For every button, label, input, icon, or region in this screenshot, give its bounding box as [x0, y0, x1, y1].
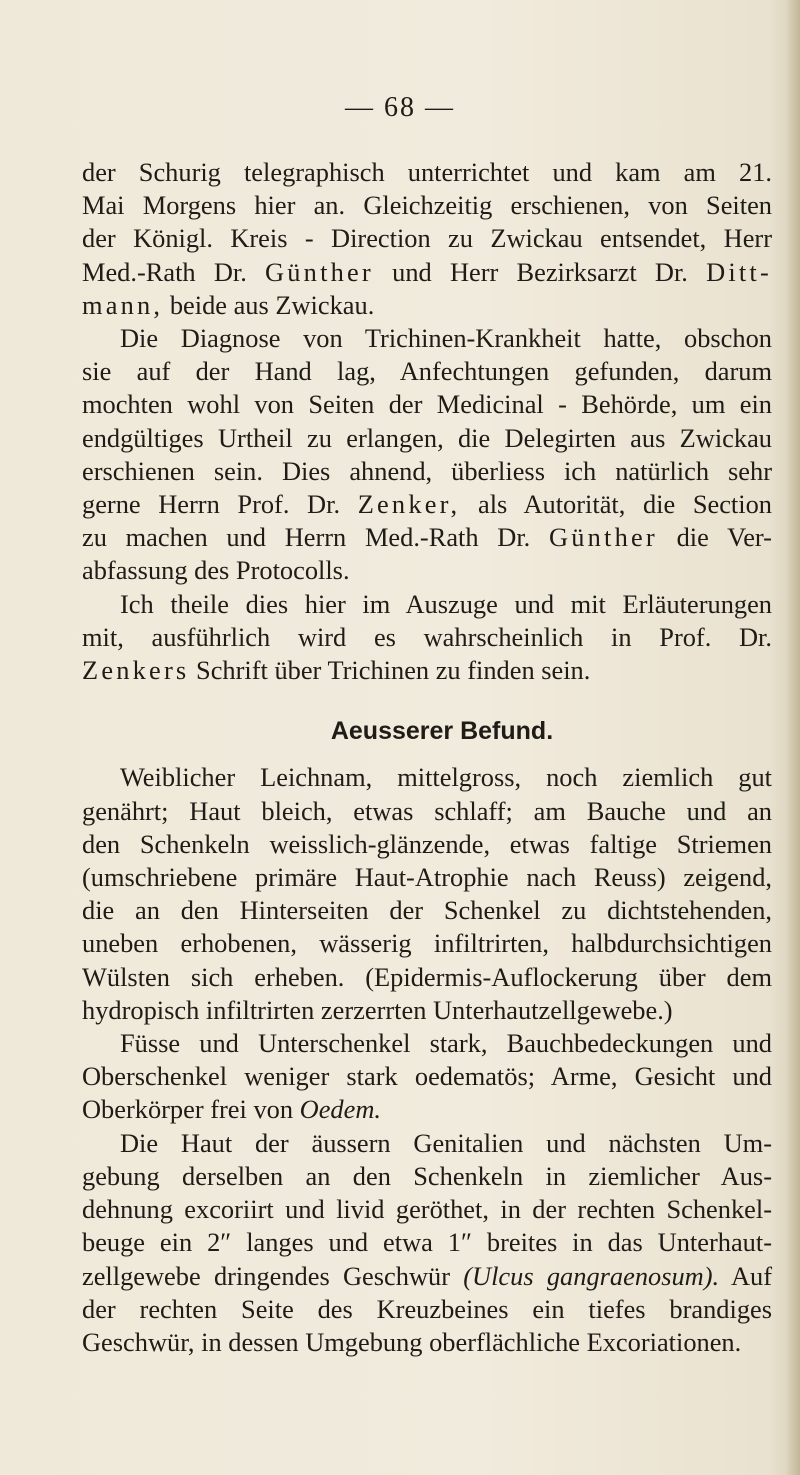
text-line: mochten wohl von Seiten der Medicinal - Behörde, um ein	[82, 389, 772, 420]
text-fragment: Med.-Rath Dr.	[82, 256, 247, 287]
text-line: der Königl. Kreis - Direction zu Zwickau entsendet, Herr	[82, 223, 772, 254]
page-edge-shadow	[786, 0, 800, 1475]
author-name-spaced: Ditt-	[706, 256, 772, 287]
text-fragment: die Ver-	[676, 522, 772, 553]
text-line: Geschwür, in dessen Umgebung oberflächliche Excoriationen.	[82, 1326, 742, 1357]
text-line: Wülsten sich erheben. (Epidermis-Auflockerung über dem	[82, 961, 772, 992]
author-name-spaced: Zenkers	[82, 655, 190, 686]
page-number: — 68 —	[345, 92, 455, 123]
text-line: Die Haut der äussern Genitalien und nächsten Um-	[120, 1127, 772, 1158]
text-line: Mai Morgens hier an. Gleichzeitig erschienen, von Seiten	[82, 190, 772, 221]
text-fragment: Auf	[730, 1260, 772, 1291]
text-fragment: zellgewebe dringendes Geschwür	[82, 1260, 450, 1291]
text-line: Weiblicher Leichnam, mittelgross, noch ziemlich gut	[120, 762, 772, 793]
text-line: Oberschenkel weniger stark oedematös; Arme, Gesicht und	[82, 1061, 772, 1092]
text-line: beuge ein 2″ langes und etwa 1″ breites in das Unterhaut-	[82, 1227, 772, 1258]
text-line: (umschriebene primäre Haut-Atrophie nach Reuss) zeigend,	[82, 862, 772, 893]
text-line: endgültiges Urtheil zu erlangen, die Delegirten aus Zwickau	[82, 422, 772, 453]
text-line	[82, 488, 772, 521]
text-line: den Schenkeln weisslich-glänzende, etwas faltige Striemen	[82, 828, 772, 859]
italic-term: Oedem.	[299, 1094, 381, 1125]
section-heading: Aeusserer Befund.	[330, 717, 554, 746]
text-line	[82, 1093, 772, 1126]
text-fragment: als Autorität, die Section	[477, 489, 772, 520]
text-line: genährt; Haut bleich, etwas schlaff; am Bauche und an	[82, 795, 772, 826]
text-line: abfassung des Protocolls.	[82, 555, 350, 586]
text-line: Füsse und Unterschenkel stark, Bauchbedeckungen und	[120, 1028, 772, 1059]
text-line: der Schurig telegraphisch unterrichtet und kam am 21.	[82, 157, 772, 187]
text-line	[82, 1260, 772, 1293]
text-fragment: und Herr Bezirksarzt Dr.	[392, 256, 688, 287]
text-line: die an den Hinterseiten der Schenkel zu dichtstehenden,	[82, 895, 772, 926]
text-line: gebung derselben an den Schenkeln in ziemlicher Aus-	[82, 1160, 772, 1191]
text-line: mit, ausführlich wird es wahrscheinlich in Prof. Dr.	[82, 621, 772, 652]
author-name-spaced: mann,	[82, 289, 164, 320]
text-line: dehnung excoriirt und livid geröthet, in der rechten Schenkel-	[82, 1194, 772, 1225]
text-line	[82, 289, 772, 322]
text-line	[82, 521, 772, 554]
text-fragment: Oberkörper frei von	[82, 1094, 294, 1125]
text-line: uneben erhobenen, wässerig infiltrirten, halbdurchsichtigen	[82, 928, 772, 959]
text-line: hydropisch infiltrirten zerzerrten Unterhautzellgewebe.)	[82, 994, 673, 1025]
text-line	[82, 256, 772, 289]
text-fragment: zu machen und Herrn Med.-Rath Dr.	[82, 522, 531, 553]
text-fragment: gerne Herrn Prof. Dr.	[82, 489, 341, 520]
author-name-spaced: Günther	[265, 256, 374, 287]
text-fragment: Schrift über Trichinen zu finden sein.	[196, 655, 591, 686]
italic-term: (Ulcus gangraenosum).	[463, 1260, 720, 1291]
text-line: erschienen sein. Dies ahnend, überliess ich natürlich sehr	[82, 455, 772, 486]
text-line: der rechten Seite des Kreuzbeines ein tiefes brandiges	[82, 1293, 772, 1324]
author-name-spaced: Günther	[548, 522, 658, 553]
text-fragment: beide aus Zwickau.	[169, 289, 375, 320]
text-line	[82, 654, 772, 687]
author-name-spaced: Zenker,	[357, 489, 461, 520]
body-text	[82, 156, 772, 1359]
text-line: Ich theile dies hier im Auszuge und mit Erläuterungen	[120, 588, 772, 619]
text-line: sie auf der Hand lag, Anfechtungen gefunden, darum	[82, 356, 772, 387]
text-line: Die Diagnose von Trichinen-Krankheit hatte, obschon	[120, 323, 772, 354]
